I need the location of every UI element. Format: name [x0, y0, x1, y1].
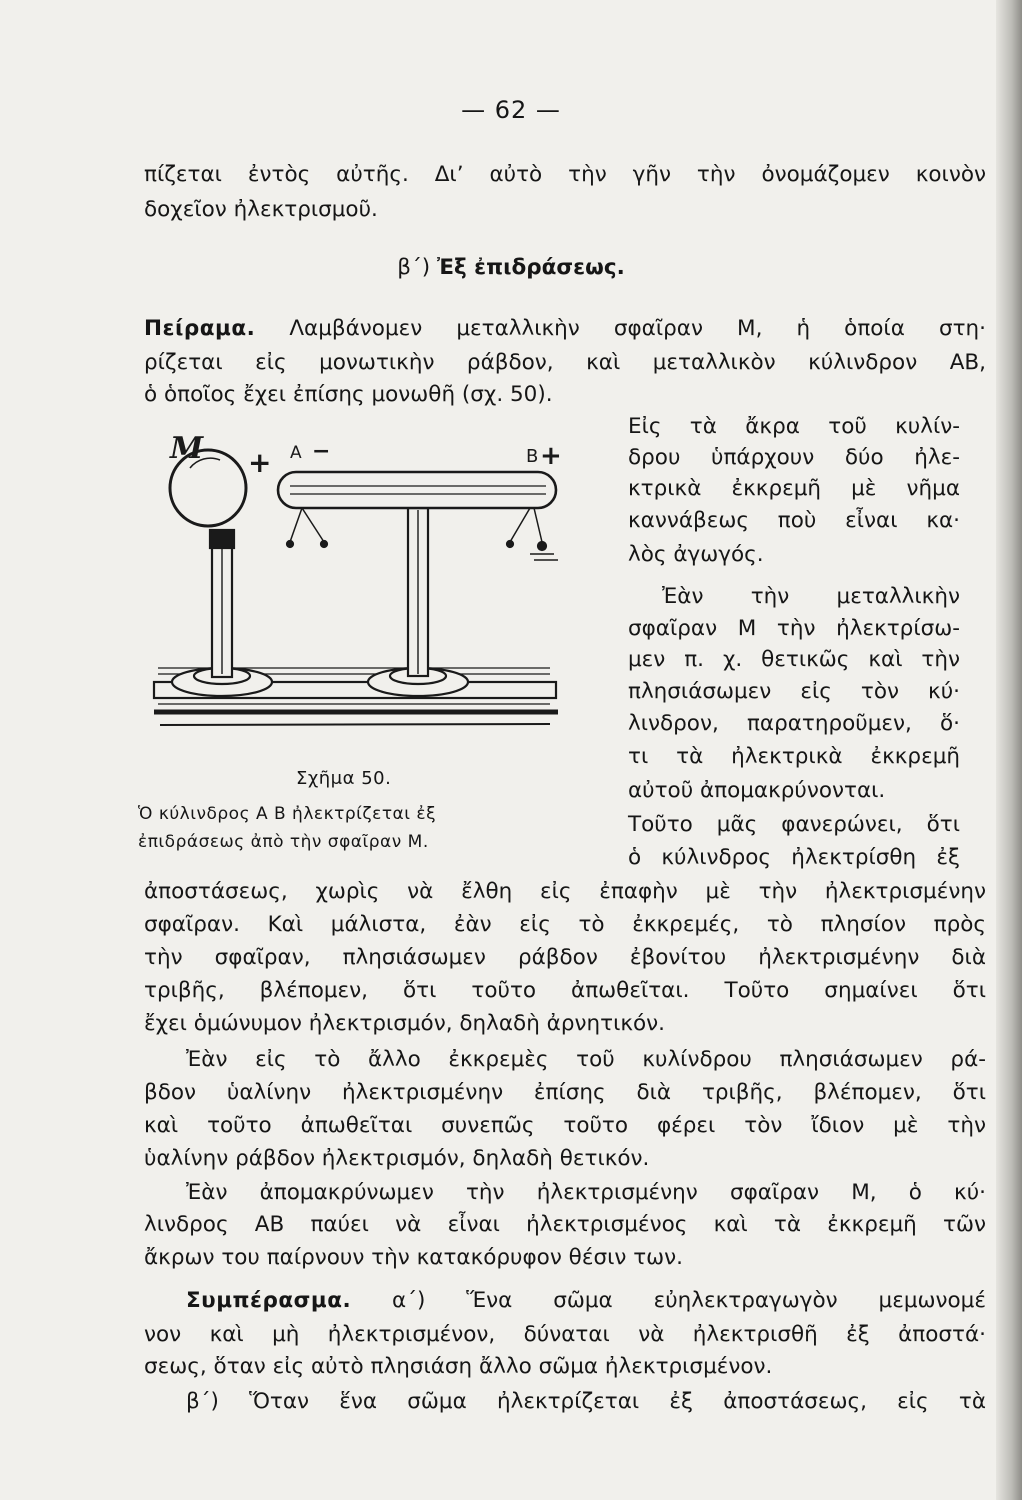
- right-col-line: κτρικὰ ἐκκρεμῆ μὲ νῆμα: [628, 476, 960, 501]
- body-line: βδον ὑαλίνην ἠλεκτρισμένην ἐπίσης διὰ τριβῆς, βλέπομεν, ὅτι: [144, 1080, 986, 1105]
- body-line: τὴν σφαῖραν, πλησιάσωμεν ράβδον ἐβονίτου ἠλεκτρισμένην διὰ: [144, 945, 986, 970]
- page-edge-shadow: [996, 0, 1022, 1500]
- figure-caption-line: Ὁ κύλινδρος Α Β ἠλεκτρίζεται ἐξ: [138, 804, 437, 824]
- body-line: ἀποστάσεως, χωρὶς νὰ ἔλθη εἰς ἐπαφὴν μὲ τὴν ἠλεκτρισμένην: [144, 879, 986, 904]
- label-plus-m: +: [248, 446, 272, 479]
- right-col-line: αὐτοῦ ἀπομακρύνονται.: [628, 778, 886, 803]
- left-rod-collar: [210, 530, 234, 548]
- body-line: καὶ τοῦτο ἀπωθεῖται συνεπῶς τοῦτο φέρει τὸν ἴδιον μὲ τὴν: [144, 1113, 986, 1138]
- experiment-text: Λαμβάνομεν μεταλλικὴν σφαῖραν Μ, ἡ ὁποία στη·: [289, 316, 986, 341]
- right-col-line: λινδρον, παρατηροῦμεν, ὅ·: [628, 711, 960, 736]
- body-line: ἄκρων του παίρνουν τὴν κατακόρυφον θέσιν των.: [144, 1245, 683, 1270]
- body-line: νον καὶ μὴ ἠλεκτρισμένον, δύναται νὰ ἠλεκτρισθῆ ἐξ ἀποστά·: [144, 1322, 986, 1347]
- base-shadow-line: [160, 724, 550, 725]
- right-col-line: Τοῦτο μᾶς φανερώνει, ὅτι: [628, 812, 960, 837]
- body-line: ὁ ὁποῖος ἔχει ἐπίσης μονωθῆ (σχ. 50).: [144, 382, 553, 407]
- body-line: ἔχει ὁμώνυμον ἠλεκτρισμόν, δηλαδὴ ἀρνητικόν.: [144, 1011, 666, 1036]
- metal-cylinder-ab: [278, 472, 556, 508]
- figure-caption-title: Σχῆμα 50.: [296, 768, 392, 789]
- label-m: Μ: [170, 431, 204, 466]
- label-b: Β: [526, 446, 539, 467]
- experiment-lead: Πείραμα.: [144, 316, 256, 341]
- body-line: λινδρος ΑΒ παύει νὰ εἶναι ἠλεκτρισμένος καὶ τὰ ἐκκρεμῆ τῶν: [144, 1212, 986, 1237]
- right-pendulum: [507, 508, 546, 550]
- label-a: Α: [290, 443, 302, 463]
- conclusion-lead: Συμπέρασμα.: [186, 1288, 352, 1313]
- body-line: [144, 314, 986, 344]
- body-line: ὑαλίνην ράβδον ἠλεκτρισμόν, δηλαδὴ θετικόν.: [144, 1146, 650, 1171]
- figure-caption-line: ἐπιδράσεως ἀπὸ τὴν σφαῖραν Μ.: [138, 832, 429, 852]
- left-pendulum: [287, 508, 327, 547]
- right-col-line: λὸς ἀγωγός.: [628, 542, 764, 567]
- body-line: [186, 1286, 986, 1316]
- label-minus-a: −: [312, 439, 331, 464]
- right-col-line: Εἰς τὰ ἄκρα τοῦ κυλίν-: [628, 414, 960, 439]
- right-col-line: καννάβεως ποὺ εἶναι κα·: [628, 508, 960, 533]
- section-title: Ἐξ ἐπιδράσεως.: [436, 255, 625, 280]
- label-plus-b: +: [540, 441, 562, 471]
- section-label: β΄): [397, 255, 431, 280]
- body-line: ρίζεται εἰς μονωτικὴν ράβδον, καὶ μεταλλικὸν κύλινδρον ΑΒ,: [144, 350, 986, 375]
- right-col-line: σφαῖραν Μ τὴν ἠλεκτρίσω-: [628, 616, 960, 641]
- right-col-line: μεν π. χ. θετικῶς καὶ τὴν: [628, 647, 960, 672]
- body-line: Ἐὰν εἰς τὸ ἄλλο ἐκκρεμὲς τοῦ κυλίνδρου πλησιάσωμεν ρά-: [186, 1047, 986, 1072]
- figure-electrostatic-induction: [150, 430, 570, 760]
- section-heading: [0, 253, 1022, 283]
- body-line: τριβῆς, βλέπομεν, ὅτι τοῦτο ἀπωθεῖται. Τοῦτο σημαίνει ὅτι: [144, 978, 986, 1003]
- right-col-line: ὁ κύλινδρος ἠλεκτρίσθη ἐξ: [628, 845, 960, 870]
- body-line: δοχεῖον ἠλεκτρισμοῦ.: [144, 197, 378, 222]
- page-number: — 62 —: [461, 96, 561, 124]
- body-line: Ἐὰν ἀπομακρύνωμεν τὴν ἠλεκτρισμένην σφαῖραν Μ, ὁ κύ·: [186, 1180, 986, 1205]
- conclusion-text: α΄) Ἕνα σῶμα εὐηλεκτραγωγὸν μεμωνομέ: [392, 1288, 986, 1313]
- right-col-line: τι τὰ ἠλεκτρικὰ ἐκκρεμῆ: [628, 744, 960, 769]
- right-col-line: δρου ὑπάρχουν δύο ἠλε-: [628, 445, 960, 470]
- body-line: πίζεται ἐντὸς αὐτῆς. Διʼ αὐτὸ τὴν γῆν τὴν ὀνομάζομεν κοινὸν: [144, 162, 986, 187]
- body-line: σφαῖραν. Καὶ μάλιστα, ἐὰν εἰς τὸ ἐκκρεμές, τὸ πλησίον πρὸς: [144, 912, 986, 937]
- body-line: σεως, ὅταν εἰς αὐτὸ πλησιάση ἄλλο σῶμα ἠλεκτρισμένον.: [144, 1354, 773, 1379]
- body-line: β΄) Ὅταν ἕνα σῶμα ἠλεκτρίζεται ἐξ ἀποστάσεως, εἰς τὰ: [186, 1389, 986, 1414]
- right-col-line: Ἐὰν τὴν μεταλλικὴν: [662, 584, 960, 609]
- right-col-line: πλησιάσωμεν εἰς τὸν κύ·: [628, 679, 960, 704]
